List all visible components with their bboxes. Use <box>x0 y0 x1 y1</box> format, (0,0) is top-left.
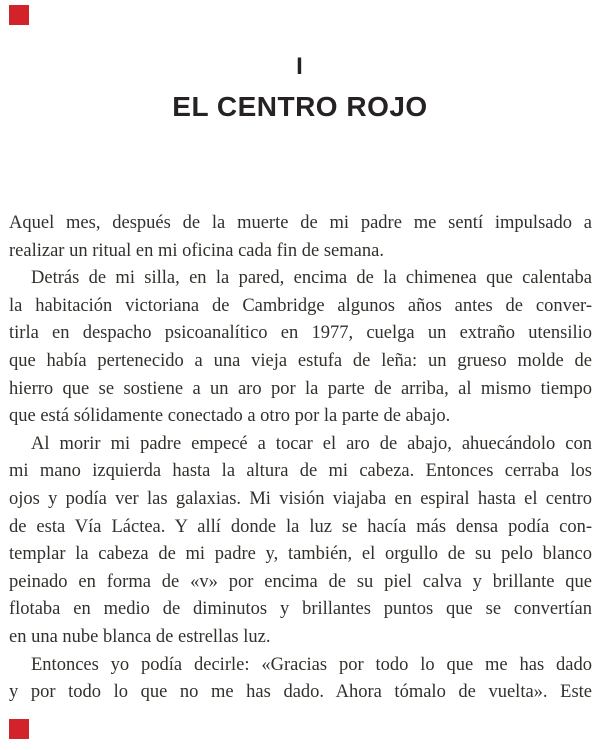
text-line: de esta Vía Láctea. Y allí donde la luz se hacía más densa podía con- <box>9 516 592 537</box>
text-line: tirla en despacho psicoanalítico en 1977, cuelga un extraño utensilio <box>9 323 592 344</box>
body-text <box>9 210 592 707</box>
text-line: peinado en forma de «v» por encima de su piel calva y brillante que <box>9 571 592 592</box>
chapter-number: I <box>296 53 304 80</box>
text-line: Entonces yo podía decirle: «Gracias por todo lo que me has dado <box>31 654 592 675</box>
text-line: templar la cabeza de mi padre y, también, el orgullo de su pelo blanco <box>9 544 592 565</box>
text-line: que está sólidamente conectado a otro por la parte de abajo. <box>9 406 451 427</box>
text-line: mi mano izquierda hasta la altura de mi cabeza. Entonces cerraba los <box>9 461 592 482</box>
chapter-title: EL CENTRO ROJO <box>172 91 428 122</box>
text-line: Aquel mes, después de la muerte de mi padre me sentí impulsado a <box>9 213 592 233</box>
text-line: Detrás de mi silla, en la pared, encima de la chimenea que calentaba <box>31 268 592 289</box>
text-line: realizar un ritual en mi oficina cada fin de semana. <box>9 240 384 261</box>
red-marker-bottom-left <box>9 719 29 739</box>
text-line: que había pertenecido a una vieja estufa de leña: un grueso molde de <box>9 350 592 371</box>
text-line: Al morir mi padre empecé a tocar el aro de abajo, ahuecándolo con <box>31 433 592 454</box>
chapter-heading <box>0 0 600 121</box>
text-line: en una nube blanca de estrellas luz. <box>9 626 271 647</box>
text-line: hierro que se sostiene a un aro por la parte de arriba, al mismo tiempo <box>9 378 592 399</box>
text-line: la habitación victoriana de Cambridge algunos años antes de conver- <box>9 295 592 316</box>
text-line: flotaba en medio de diminutos y brillantes puntos que se convertían <box>9 599 592 620</box>
text-line: ojos y podía ver las galaxias. Mi visión viajaba en espiral hasta el centro <box>9 488 592 509</box>
text-line: y por todo lo que no me has dado. Ahora tómalo de vuelta». Este <box>9 682 592 703</box>
